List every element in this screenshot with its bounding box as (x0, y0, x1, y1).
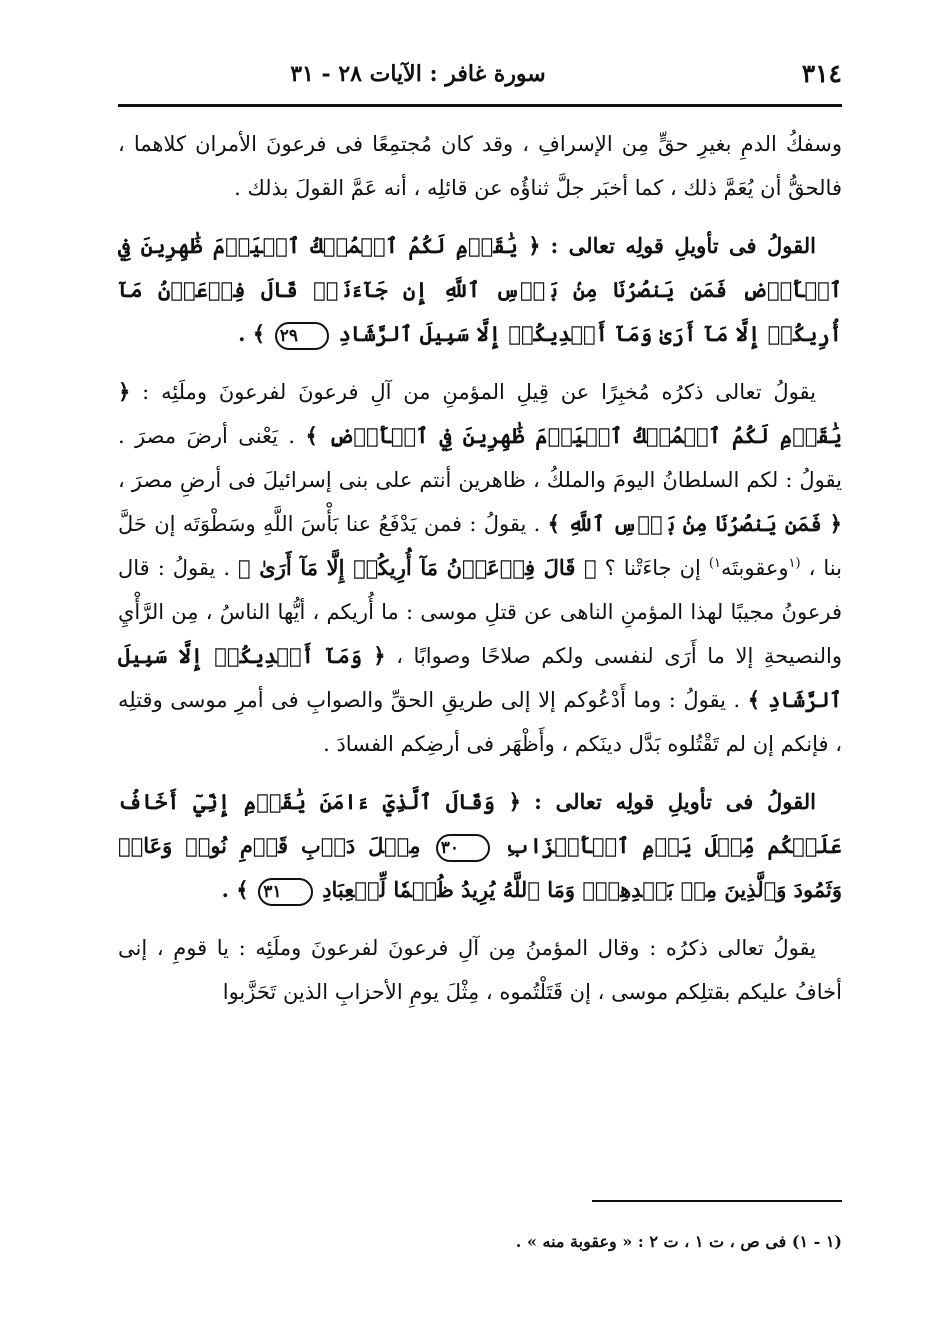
section-heading-ayah-30-31 (118, 780, 842, 912)
page-number: ٣١٤ (801, 59, 842, 88)
ayah-number-medallion: ٣٠ (436, 834, 490, 862)
section-heading-ayah-29 (118, 224, 842, 356)
paragraph-1 (118, 122, 842, 210)
paragraph-3 (118, 926, 842, 1014)
spacer (118, 356, 842, 370)
footnote-marker: (١ (788, 556, 801, 571)
text-run: . يقولُ : قال فرعونُ مجيبًا لهذا المؤمنِ الناهى عن قتلِ موسى : ما أُريكم ، أيُّها الناسُ ، مِن الرَّأْيِ والنصيحةِ إلا ما أَرَى لنفسى ولكم صلاحًا وصوابًا ، (118, 556, 842, 668)
text-run: فالحقُّ أن يُعَمَّ ذلك ، كما أخبَر جلَّ ثناؤُه عن قائلِه ، أنه عَمَّ القولَ بذلك . (234, 176, 842, 200)
spacer (118, 912, 842, 926)
ayah-number-medallion: ٢٩ (275, 322, 329, 350)
footnote: (١ - ١) فى ص ، ت ١ ، ت ٢ : « وعقوبة منه » . (515, 1232, 842, 1251)
quran-quote: ﴿ وَمَآ أَهۡدِيكُمۡ إِلَّا سَبِيلَ ٱلرَّشَادِ ﴾ (118, 643, 842, 712)
paragraph-2 (118, 370, 842, 766)
quran-bracket-close: ﴾ . (238, 321, 266, 346)
footnote-marker: ١) (708, 556, 721, 571)
text-run: وعقوبتَه (720, 556, 789, 580)
footnote-rule (592, 1200, 842, 1202)
quran-verse: ﴿ يَٰقَوۡمِ لَكُمُ ٱلۡمُلۡكُ ٱلۡيَوۡمَ ظَٰهِرِينَ فِي ٱلۡأَرۡضِ فَمَن يَنصُرُنَا مِنۢ بَأۡسِ ٱللَّهِ إِن جَآءَنَاۚ قَالَ فِرۡعَوۡنُ مَآ أُرِيكُمۡ إِلَّا مَآ أَرَىٰ وَمَآ أَهۡدِيكُمۡ إِلَّا سَبِيلَ ٱلرَّشَادِ (118, 233, 842, 346)
quran-bracket-close: ﴾ . (221, 877, 249, 902)
text-run: . يَعْنى أرضَ مصرَ . يقولُ : لكم السلطانُ اليومَ والملكُ ، ظاهرين أنتم على بنى إسرائيلَ فى أرضِ مصرَ ، (118, 424, 842, 492)
quran-quote: ﴿ فَمَن يَنصُرُنَا مِنۢ بَأۡسِ ٱللَّهِ ﴾ (547, 511, 842, 536)
text-run: . يقولُ : فمن يَدْفَعُ عنا بَأْسَ اللَّهِ وسَطْوَتَه إن حَلَّ بنا ، (118, 512, 842, 580)
text-run: وسفكُ الدمِ بغيرِ حقٍّ مِن الإسرافِ ، وقد كان مُجتمِعًا فى فرعونَ الأمران كلاهما ، (118, 132, 842, 156)
quran-verse: مِثۡلَ دَأۡبِ قَوۡمِ نُوحٖ وَعَادٖ وَثَمُودَ وَٱلَّذِينَ مِنۢ بَعۡدِهِمۡۚ وَمَا ٱللَّهُ يُرِيدُ ظُلۡمٗا لِّلۡعِبَادِ (118, 833, 842, 902)
text-run: يقولُ تعالى ذكرُه : وقال المؤمنُ مِن آلِ فرعونَ لفرعونَ وملَئِه : يا قومِ ، إنى أخافُ عليكم بقتلِكم موسى ، إن قَتَلْتُموه ، مِثْلَ يومِ الأحزابِ الذين تَحَزَّبوا (118, 936, 842, 1004)
quran-quote: ﴿ يَٰقَوۡمِ لَكُمُ ٱلۡمُلۡكُ ٱلۡيَوۡمَ ظَٰهِرِينَ فِي ٱلۡأَرۡضِ ﴾ (118, 379, 843, 448)
running-title: سورة غافر : الآيات ٢٨ - ٣١ (290, 61, 546, 87)
section-intro: القولُ فى تأويلِ قولِه تعالى : (534, 789, 816, 814)
text-run: . يقولُ : وما أَدْعُوكم إلا إلى طريقِ الحقِّ والصوابِ فى أمرِ موسى وقتلِه ، فإنكم إن لم تَقْتُلوه بَدَّل دينَكم ، وأَظْهَر فى أرضِكم الفسادَ . (118, 688, 842, 756)
spacer (118, 210, 842, 224)
header-rule (118, 104, 842, 107)
ayah-number-medallion: ٣١ (258, 878, 312, 906)
quran-verse: ﴿ وَقَالَ ٱلَّذِيٓ ءَامَنَ يَٰقَوۡمِ إِنِّيٓ أَخَافُ عَلَيۡكُم مِّثۡلَ يَوۡمِ ٱلۡأَحۡزَابِ (118, 789, 842, 858)
page-header (118, 54, 842, 94)
quran-quote: ﴿ قَالَ فِرۡعَوۡنُ مَآ أُرِيكُمۡ إِلَّا مَآ أَرَىٰ ﴾ (238, 555, 597, 580)
spacer (118, 766, 842, 780)
text-run: إن جاءَتْنا ؟ (604, 556, 701, 580)
main-text (118, 122, 842, 1014)
section-intro: القولُ فى تأويلِ قولِه تعالى : (550, 233, 816, 258)
text-run: يقولُ تعالى ذكرُه مُخبِرًا عن قِيلِ المؤمنِ من آلِ فرعونَ لفرعونَ وملَئِه : (142, 380, 816, 404)
